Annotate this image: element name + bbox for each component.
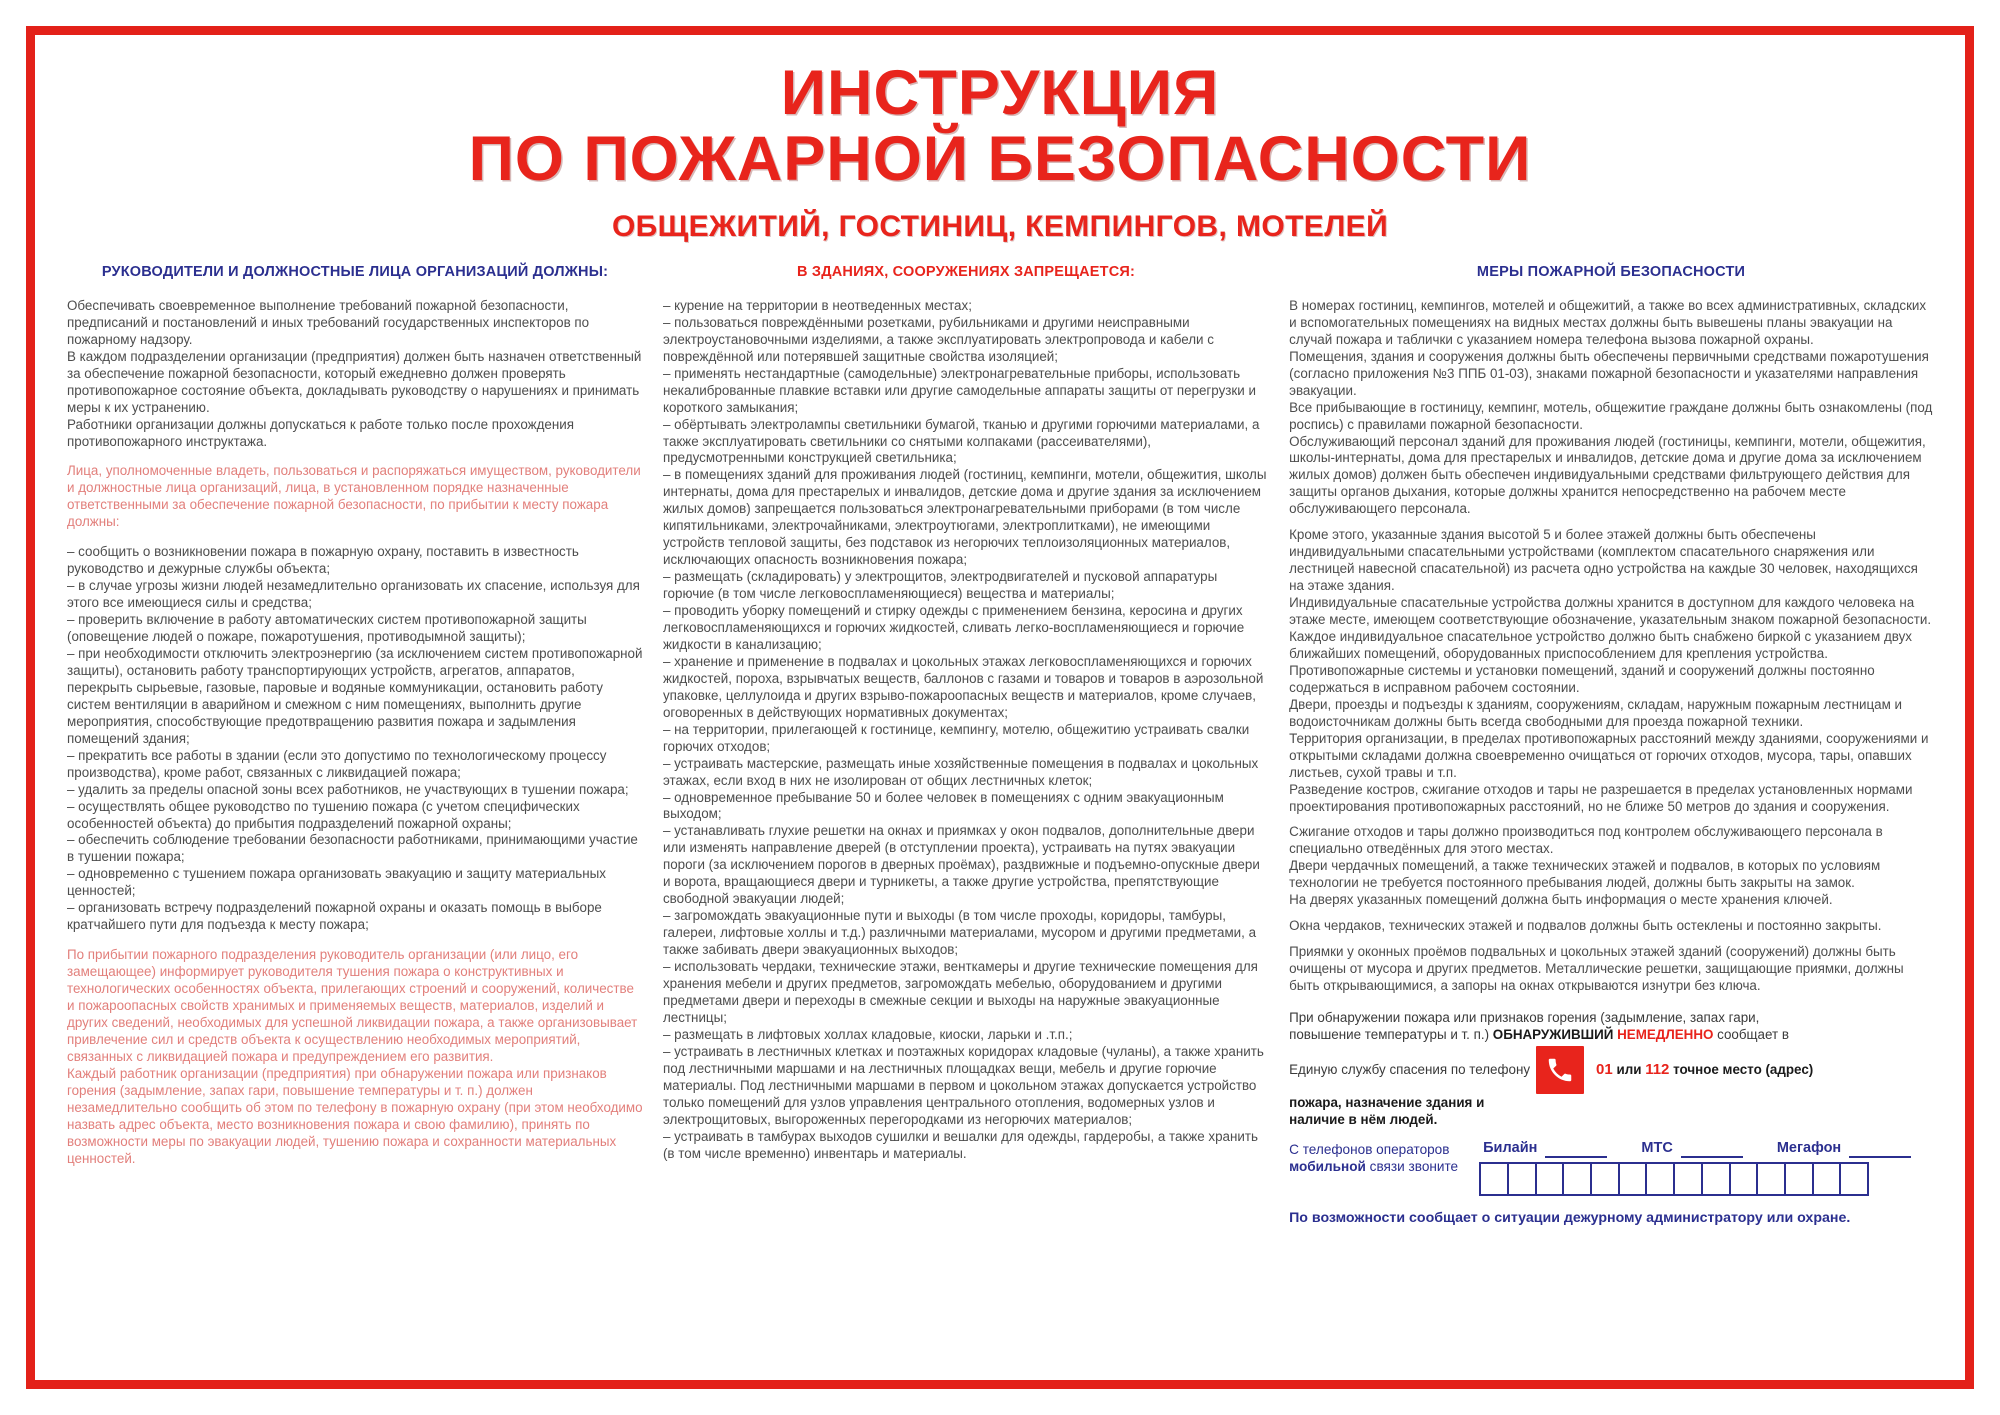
digit-cell[interactable]: [1758, 1164, 1786, 1194]
spacer: [67, 531, 643, 544]
column-2-heading: В ЗДАНИЯХ, СООРУЖЕНИЯХ ЗАПРЕЩАЕТСЯ:: [797, 263, 1136, 280]
col2-bullet: – использовать чердаки, технические этажи, венткамеры и другие технические помещения для хранения мебели и других предметов, загромождать мебелью, оборудованием и другими предметами двери и переходы в смежные секции и выходы на наружные эвакуационные лестницы;: [662, 959, 1258, 1025]
page-title-line-2: ПО ПОЖАРНОЙ БЕЗОПАСНОСТИ: [468, 124, 1532, 195]
operators-call-word: связи звоните: [1365, 1159, 1459, 1175]
col1-bullet: – организовать встречу подразделений пожарной охраны и оказать помощь в выборе кратчайшего пути для подъезда к месту пожара;: [67, 900, 602, 933]
col2-bullet: – загромождать эвакуационные пути и выходы (в том числе проходы, коридоры, тамбуры, галереи, лифтовые холлы и т.д.) различными материалами, мусором и другими предметами, а также забивать двери эвакуационных выходов;: [662, 908, 1257, 958]
col2-bullet: – на территории, прилегающей к гостинице, кемпингу, мотелю, общежитию устраивать свалки горючих отходов;: [662, 721, 1250, 754]
col3-paragraph: Сжигание отходов и тары должно производиться под контролем обслуживающего персонала в специально отведённых для этого местах.: [1289, 824, 1883, 857]
col1-paragraph-3: Работники организации должны допускаться к работе только после прохождения противопожарного инструктажа.: [67, 416, 574, 449]
col2-bullet: – одновременное пребывание 50 и более человек в помещениях с одним эвакуационным выходом;: [662, 789, 1224, 822]
spacer: [67, 450, 643, 463]
emergency-intro-line-1: При обнаружении пожара или признаков горения (задымление, запах гари,: [1289, 1010, 1760, 1026]
digit-cell[interactable]: [1841, 1164, 1867, 1194]
column-managers-duties: [57, 264, 653, 1168]
col3-paragraph: Двери чердачных помещений, а также технических этажей и подвалов, в которых по условиям технологии не требуется постоянного пребывания людей, должны быть закрыты на замок.: [1289, 858, 1881, 891]
column-3-heading: МЕРЫ ПОЖАРНОЙ БЕЗОПАСНОСТИ: [1476, 263, 1746, 280]
operator-label-megafon: Мегафон: [1776, 1139, 1842, 1156]
col1-bullet: – одновременно с тушением пожара организовать эвакуацию и защиту материальных ценностей;: [67, 866, 606, 899]
col2-bullet: – обёртывать электролампы светильники бумагой, тканью и другими горючими материалами, а также эксплуатировать светильники со снятыми колпаками (рассеивателями), предусмотренными конструкцией светильника;: [662, 416, 1260, 466]
digit-cell[interactable]: [1731, 1164, 1759, 1194]
digit-cell[interactable]: [1620, 1164, 1648, 1194]
spacer: [1289, 909, 1933, 918]
spacer: [67, 934, 643, 947]
spacer: [1289, 935, 1933, 944]
col1-bullet: – сообщить о возникновении пожара в пожарную охрану, поставить в известность руководство и дежурные службы объекта;: [67, 544, 579, 577]
col2-bullet: – устраивать мастерские, размещать иные хозяйственные помещения в подвалах и цокольных этажах, если вход в них не изолирован от общих лестничных клеток;: [662, 755, 1259, 788]
col3-paragraph: Окна чердаков, технических этажей и подвалов должны быть остеклены и постоянно закрыты.: [1289, 918, 1882, 934]
col1-bullet: – обеспечить соблюдение требовании безопасности работниками, принимающими участие в тушении пожара;: [67, 832, 638, 865]
col3-paragraph: В номерах гостиниц, кемпингов, мотелей и общежитий, а также во всех административных, складских и вспомогательных помещениях на видных местах должны быть вывешены планы эвакуации на случай пожара и таблички с указанием номера телефона вызова пожарной охраны.: [1289, 297, 1927, 347]
col1-paragraph-1: Обеспечивать своевременное выполнение требований пожарной безопасности, предписаний и постановлений и иных требований государственных инспекторов по пожарному надзору.: [67, 297, 590, 347]
digit-cell[interactable]: [1592, 1164, 1620, 1194]
digit-cell[interactable]: [1675, 1164, 1703, 1194]
col3-paragraph: Кроме этого, указанные здания высотой 5 и более этажей должны быть обеспечены индивидуальными спасательными устройствами (комплектом спасательного снаряжения или лестницей навесной спасательной) из расчета одно устройства на каждые 30 человек, находящихся на этаже здания.: [1289, 527, 1918, 594]
col2-bullet: – хранение и применение в подвалах и цокольных этажах легковоспламеняющихся и горючих жидкостей, пороха, взрывчатых веществ, баллонов с газами и товаров и товаров в аэрозольной упаковке, целлулоида и других взрыво-пожароопасных веществ и материалов, кроме случаев, оговоренных в действующих нормативных документах;: [662, 653, 1264, 720]
digit-cell[interactable]: [1537, 1164, 1565, 1194]
mobile-operators-fields: [1479, 1139, 1933, 1196]
operator-label-mts: МТС: [1641, 1139, 1673, 1156]
poster-columns: [57, 264, 1943, 1228]
col1-bullet: – при необходимости отключить электроэнергию (за исключением систем противопожарной защиты), остановить работу транспортирующих устройств, агрегатов, аппаратов, перекрыть сырьевые, газовые, паровые и водяные коммуникации, остановить работу систем вентиляции в аварийном и смежном с ним помещениях, выполнить другие мероприятия, способствующие предотвращению развития пожара и задымления помещений здания;: [67, 646, 643, 746]
col1-bullet: – осуществлять общее руководство по тушению пожара (с учетом специфических особенностей объекта) до прибытия подразделений пожарной охраны;: [67, 798, 580, 831]
col3-paragraph: Обслуживающий персонал зданий для проживания людей (гостиницы, кемпинги, мотели, общежития, школы-интернаты, дома для престарелых и инвалидов, детские дома и другие дома за исключением жилых домов) должен быть обеспечен индивидуальными средствами фильтрующего действия для защиты органов дыхания, которые должны хранится непосредственно на рабочем месте обслуживающего персонала.: [1289, 433, 1926, 517]
digit-cell[interactable]: [1814, 1164, 1842, 1194]
column-prohibitions: [653, 264, 1279, 1163]
col3-paragraph: Все прибывающие в гостиницу, кемпинг, мотель, общежитие граждане должны быть ознакомлены (под роспись) с правилами пожарной безопасности.: [1289, 399, 1933, 432]
digit-cell[interactable]: [1564, 1164, 1592, 1194]
col2-bullet: – устанавливать глухие решетки на окнах и приямках у окон подвалов, дополнительные двери или изменять направление дверей (в отступлении проекта), устраивать на путях эвакуации пороги (за исключением порогов в дверных проёмах), раздвижные и подъемно-опускные двери и ворота, вращающиеся двери и турникеты, а также другие устройства, препятствующие свободной эвакуации людей;: [662, 823, 1260, 907]
page-title-line-1: ИНСТРУКЦИЯ: [780, 58, 1220, 128]
col3-paragraph: Противопожарные системы и установки помещений, зданий и сооружений должны постоянно содержаться в исправном рабочем состоянии.: [1289, 662, 1875, 695]
spacer: [1289, 815, 1933, 824]
col2-bullet: – устраивать в тамбурах выходов сушилки и вешалки для одежды, гардеробы, а также хранить (в том числе временно) инвентарь и материалы.: [662, 1128, 1258, 1161]
emergency-bold-line-4: пожара, назначение здания и: [1289, 1094, 1485, 1110]
digit-cell[interactable]: [1481, 1164, 1509, 1194]
emergency-bold-line-5: наличие в нём людей.: [1289, 1112, 1438, 1128]
emergency-immediately-word: НЕМЕДЛЕННО: [1617, 1027, 1714, 1043]
digit-cell[interactable]: [1647, 1164, 1675, 1194]
emergency-intro-line-2: [1289, 1026, 1933, 1043]
mobile-operators-section: [1289, 1139, 1933, 1196]
col1-paragraph-2: В каждом подразделении организации (предприятия) должен быть назначен ответственный за обеспечение пожарной безопасности, который ежедневно должен проверять противопожарное состояние объекта, докладывать руководству о нарушениях и принимать меры к их устранению.: [67, 348, 642, 415]
digit-cell[interactable]: [1509, 1164, 1537, 1194]
col2-bullet: – в помещениях зданий для проживания людей (гостиниц, кемпинги, мотели, общежития, школы интернаты, дома для престарелых и инвалидов, детские дома и другие здания за исключением жилых домов) запрещается пользоваться электронагревательными приборами (в том числе кипятильниками, электрочайниками, электроутюгами, электроплитками), не имеющими устройств тепловой защиты, без подставок из негорючих теплоизоляционных материалов, исключающих опасность возникновения пожара;: [662, 467, 1267, 568]
mobile-operators-label: [1289, 1139, 1479, 1176]
operator-label-beeline: Билайн: [1483, 1139, 1538, 1156]
col2-bullet: – устраивать в лестничных клетках и поэтажных коридорах кладовые (чуланы), а также хранить под лестничными маршами и на лестничных площадках вещи, мебель и другие горючие материалы. Под лестничными маршами в первом и цокольном этажах допускается устройство только помещений для узлов управления центрального отопления, водомерных узлов и электрощитовых, выгороженных перегородками из негорючих материалов;: [662, 1043, 1264, 1127]
col1-bullet: – в случае угрозы жизни людей незамедлительно организовать их спасение, используя для этого все имеющиеся силы и средства;: [67, 578, 640, 611]
digit-cell[interactable]: [1703, 1164, 1731, 1194]
operator-blank-beeline[interactable]: [1545, 1144, 1607, 1158]
operators-label-line-2: [1289, 1158, 1479, 1176]
emergency-intro-text: повышение температуры и т. п.): [1289, 1027, 1493, 1043]
emergency-number-01: 01: [1596, 1061, 1613, 1079]
col2-bullet: – размещать в лифтовых холлах кладовые, киоски, ларьки и .т.п.;: [662, 1026, 1073, 1042]
emergency-call-block: [1289, 1009, 1933, 1227]
emergency-reports-to: сообщает в: [1713, 1027, 1789, 1043]
poster-red-frame: [26, 26, 1974, 1389]
emergency-number-112: 112: [1645, 1061, 1670, 1079]
col1-bullet: – проверить включение в работу автоматических систем противопожарной защиты (оповещение людей о пожаре, пожаротушения, противодымной защиты);: [67, 612, 587, 645]
emergency-or-word: или: [1616, 1062, 1642, 1078]
emergency-service-label: Единую службу спасения по телефону: [1289, 1062, 1531, 1078]
col1-bullet: – удалить за пределы опасной зоны всех работников, не участвующих в тушении пожара;: [67, 781, 629, 797]
col3-paragraph: Индивидуальные спасательные устройства должны хранится в доступном для каждого человека на этаже месте, имеющем соответствующие обозначение, указательным знаком пожарной безопасности.: [1289, 595, 1932, 628]
col1-red-paragraph-on-arrival: По прибытии пожарного подразделения руководитель организации (или лицо, его замещающее) информирует руководителя тушения пожара о конструктивных и технологических особенностях объекта, прилегающих строений и сооружений, количестве и пожароопасных свойств хранимых и применяемых веществ, материалов, изделий и других сведений, необходимых для успешной ликвидации пожара, а также организовывает привлечение сил и средств объекта к осуществлению необходимых мероприятий, связанных с ликвидацией пожара и предупреждением его развития.: [67, 947, 638, 1064]
col3-paragraph: Приямки у оконных проёмов подвальных и цокольных этажей зданий (сооружений) должны быть очищены от мусора и других предметов. Металлические решетки, защищающие приямки, должны быть открывающимися, а запоры на окнах открываются изнутри без ключа.: [1289, 944, 1904, 994]
column-safety-measures: [1279, 264, 1943, 1228]
operator-field-beeline[interactable]: [1483, 1139, 1607, 1158]
col3-paragraph: Разведение костров, сжигание отходов и тары не разрешается в пределах установленных нормами проектирования противопожарных расстояний, но не ближе 50 метров до здания и сооружения.: [1289, 781, 1913, 814]
operator-name-row: [1479, 1139, 1933, 1158]
poster-title-block: [57, 49, 1943, 244]
spacer: [1289, 518, 1933, 527]
col1-red-paragraph-every-worker: Каждый работник организации (предприятия) при обнаружении пожара или признаков горения (задымление, запах гари, повышение температуры и т. п.) должен незамедлительно сообщить об этом по телефону в пожарную охрану (при этом необходимо назвать адрес объекта, место возникновения пожара и свою фамилию), принять по возможности меры по эвакуации людей, тушению пожара и сохранности материальных ценностей.: [67, 1065, 643, 1166]
emergency-final-note: По возможности сообщает о ситуации дежурному администратору или охране.: [1289, 1209, 1851, 1226]
col1-bullet: – прекратить все работы в здании (если это допустимо по технологическому процессу производства), кроме работ, связанных с ликвидацией пожара;: [67, 747, 607, 780]
phone-handset-icon: [1536, 1046, 1584, 1094]
col3-paragraph: На дверях указанных помещений должна быть информация о месте хранения ключей.: [1289, 892, 1833, 908]
col1-red-paragraph-authorized-persons: Лица, уполномоченные владеть, пользоваться и распоряжаться имуществом, руководители и должностные лица организаций, лица, в установленном порядке назначенные ответственными за обеспечение пожарной безопасности, по прибытии к месту пожара должны:: [67, 463, 641, 530]
column-1-heading: РУКОВОДИТЕЛИ И ДОЛЖНОСТНЫЕ ЛИЦА ОРГАНИЗАЦИЙ ДОЛЖНЫ:: [101, 263, 609, 280]
col3-paragraph: Каждое индивидуальное спасательное устройство должно быть снабжено биркой с указанием двух ближайших помещений, оборудованных приспособлением для крепления устройства.: [1289, 629, 1912, 661]
col3-paragraph: Территория организации, в пределах противопожарных расстояний между зданиями, сооружениями и открытыми складами должна своевременно очищаться от горючих отходов, мусора, тары, опавших листьев, сухой травы и т.п.: [1289, 730, 1929, 780]
page-subtitle: ОБЩЕЖИТИЙ, ГОСТИНИЦ, КЕМПИНГОВ, МОТЕЛЕЙ: [611, 209, 1389, 243]
digit-cell[interactable]: [1786, 1164, 1814, 1194]
emergency-call-line: [1289, 1046, 1933, 1094]
col3-paragraph: Помещения, здания и сооружения должны быть обеспечены первичными средствами пожаротушения (согласно приложения №3 ППБ 01-03), знаками пожарной безопасности и указателями направления эвакуации.: [1289, 348, 1929, 398]
operators-mobile-word: мобильной: [1289, 1159, 1366, 1175]
operator-blank-megafon[interactable]: [1849, 1144, 1911, 1158]
emergency-exact-place: точное место (адрес): [1673, 1062, 1814, 1078]
operator-blank-mts[interactable]: [1681, 1144, 1743, 1158]
col2-bullet: – курение на территории в неотведенных местах;: [662, 297, 972, 313]
operator-field-mts[interactable]: [1641, 1139, 1742, 1158]
col3-paragraph: Двери, проезды и подъезды к зданиям, сооружениям, складам, наружным пожарным лестницам и водоисточникам должны быть всегда свободными для проезда пожарной техники.: [1289, 696, 1903, 729]
col2-bullet: – пользоваться повреждёнными розетками, рубильниками и другими неисправными электроустановочными изделиями, а также эксплуатировать электропровода и кабели с повреждённой или потерявшей защитные свойства изоляцией;: [662, 314, 1214, 364]
phone-number-digit-grid[interactable]: [1479, 1162, 1869, 1196]
col2-bullet: – применять нестандартные (самодельные) электронагревательные приборы, использовать некалиброванные плавкие вставки или другие самодельные аппараты защиты от перегрузки и короткого замыкания;: [662, 365, 1256, 415]
col2-bullet: – проводить уборку помещений и стирку одежды с применением бензина, керосина и других легковоспламеняющихся и горючих жидкостей, сливать легко-воспламеняющиеся и горючие жидкости в канализацию;: [662, 603, 1245, 652]
operator-field-megafon[interactable]: [1777, 1139, 1911, 1158]
emergency-bold-discoverer: ОБНАРУЖИВШИЙ: [1492, 1027, 1614, 1043]
operators-label-line-1: С телефонов операторов: [1289, 1141, 1450, 1157]
col2-bullet: – размещать (складировать) у электрощитов, электродвигателей и пусковой аппаратуры горючие (в том числе легковоспламеняющиеся) вещества и материалы;: [662, 569, 1218, 602]
